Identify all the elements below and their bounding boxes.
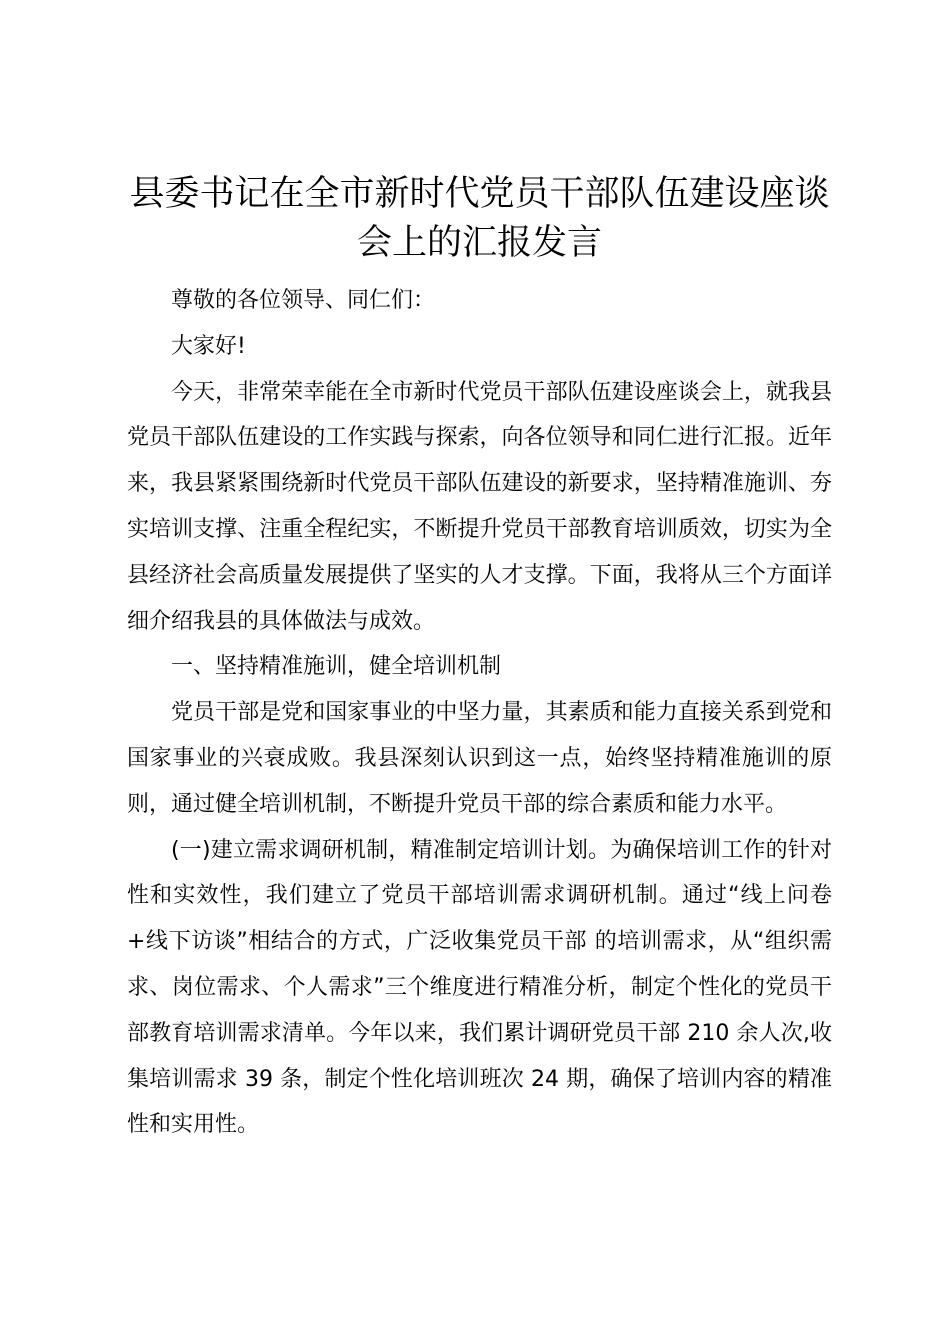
subsection-1-paragraph: (一)建立需求调研机制，精准制定培训计划。为确保培训工作的针对性和实效性，我们建立了党员干部培训需求调研机制。通过“线上问卷+线下访谈”相结合的方式，广泛收集党员干部 的培训需求，从“组织需求、岗位需求、个人需求”三个维度进行精准分析，制定个性化的党员干部教育培训需求清单。今年以来，我们累计调研党员干部 210 余人次,收集培训需求 39 条，制定个性化培训班次 24 期，确保了培训内容的精准性和实用性。 <box>127 837 832 1138</box>
title-line-1: 县委书记在全市新时代党员干部队伍建设座谈 <box>129 174 830 214</box>
greeting: 大家好! <box>171 333 246 359</box>
intro-paragraph: 今天，非常荣幸能在全市新时代党员干部队伍建设座谈会上，就我县党员干部队伍建设的工作实践与探索，向各位领导和同仁进行汇报。近年来，我县紧紧围绕新时代党员干部队伍建设的新要求，坚持精准施训、夯实培训支撑、注重全程纪实，不断提升党员干部教育培训质效，切实为全县经济社会高质量发展提供了坚实的人才支撑。下面，我将从三个方面详细介绍我县的具体做法与成效。 <box>127 379 832 634</box>
title-line-2: 会上的汇报发言 <box>356 223 602 263</box>
section-1-heading: 一、坚持精准施训，健全培训机制 <box>171 654 502 680</box>
salutation: 尊敬的各位领导、同仁们： <box>171 288 436 313</box>
document-title <box>127 170 832 268</box>
section-1-paragraph: 党员干部是党和国家事业的中坚力量，其素质和能力直接关系到党和国家事业的兴衰成败。我县深刻认识到这一点，始终坚持精准施训的原则，通过健全培训机制，不断提升党员干部的综合素质和能力水平。 <box>127 700 832 817</box>
document-page <box>127 170 832 1148</box>
